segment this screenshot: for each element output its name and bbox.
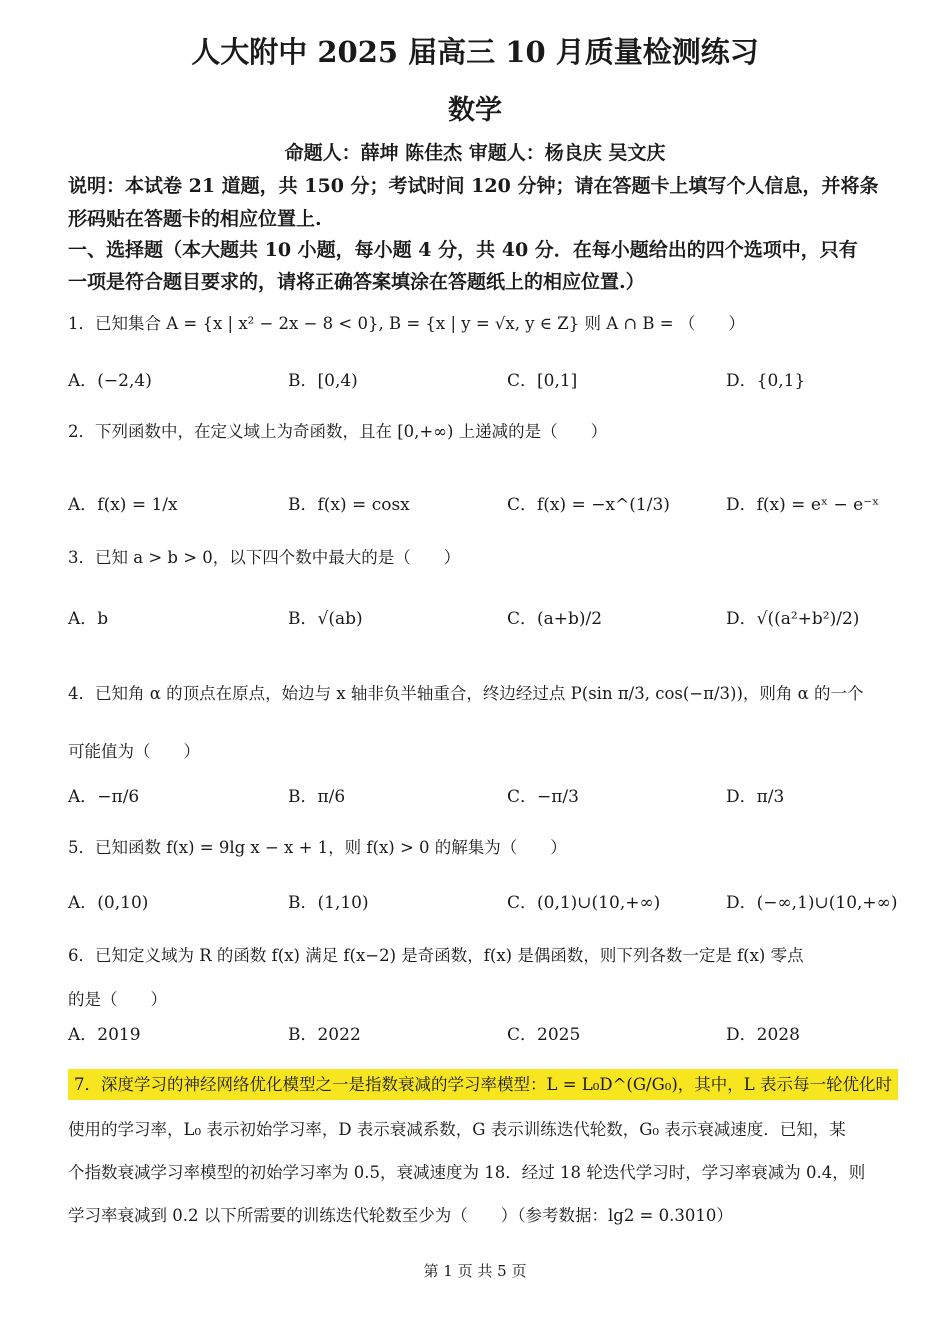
q5-option-d[interactable]: D．(−∞,1)∪(10,+∞) — [726, 893, 898, 913]
question-6-stem: 6．已知定义域为 R 的函数 f(x) 满足 f(x−2) 是奇函数，f(x) 是偶函数，则下列各数一定是 f(x) 零点 — [68, 946, 804, 965]
section1-line-1: 一、选择题（本大题共 10 小题，每小题 4 分，共 40 分．在每小题给出的四个选项中，只有 — [68, 239, 858, 261]
question-7-stem-line-4: 学习率衰减到 0.2 以下所需要的训练迭代轮数至少为（ ）（参考数据：lg2 = 0.3010） — [68, 1206, 733, 1225]
question-4-stem-cont: 可能值为（ ） — [68, 742, 200, 761]
exam-title: 人大附中 2025 届高三 10 月质量检测练习 — [191, 35, 759, 69]
instructions-line-2: 形码贴在答题卡的相应位置上. — [68, 208, 322, 230]
question-7-stem — [68, 1071, 898, 1095]
q3-option-d[interactable]: D．√((a²+b²)/2) — [726, 609, 860, 629]
question-6-stem-cont: 的是（ ） — [68, 990, 167, 1009]
q3-option-b[interactable]: B．√(ab) — [288, 609, 363, 629]
highlighted-formula: 7．深度学习的神经网络优化模型之一是指数衰减的学习率模型：L = L₀D^(G/G₀)，其中，L 表示每一轮优化时 — [68, 1069, 898, 1100]
question-5-stem: 5．已知函数 f(x) = 9lg x − x + 1，则 f(x) > 0 的解集为（ ） — [68, 838, 567, 857]
authors-line: 命题人：薛坤 陈佳杰 审题人：杨良庆 吴文庆 — [284, 142, 666, 164]
q5-option-a[interactable]: A．(0,10) — [68, 893, 149, 913]
q6-option-a[interactable]: A．2019 — [68, 1025, 141, 1045]
q6-option-b[interactable]: B．2022 — [288, 1025, 361, 1045]
instructions-line-1: 说明：本试卷 21 道题，共 150 分；考试时间 120 分钟；请在答题卡上填写个人信息，并将条 — [68, 175, 879, 197]
question-7-stem-line-3: 个指数衰减学习率模型的初始学习率为 0.5，衰减速度为 18．经过 18 轮迭代学习时，学习率衰减为 0.4，则 — [68, 1163, 866, 1182]
q4-option-d[interactable]: D．π/3 — [726, 787, 785, 807]
q3-option-c[interactable]: C．(a+b)/2 — [507, 609, 603, 629]
q4-option-c[interactable]: C．−π/3 — [507, 787, 579, 807]
q2-option-d[interactable]: D．f(x) = eˣ − e⁻ˣ — [726, 495, 880, 515]
question-7-stem-line-2: 使用的学习率，L₀ 表示初始学习率，D 表示衰减系数，G 表示训练迭代轮数，G₀ 表示衰减速度．已知，某 — [68, 1120, 846, 1139]
question-1-stem: 1．已知集合 A = {x | x² − 2x − 8 < 0}, B = {x | y = √x, y ∈ Z} 则 A ∩ B = （ ） — [68, 314, 745, 333]
q1-option-b[interactable]: B．[0,4) — [288, 371, 358, 391]
q1-option-d[interactable]: D．{0,1} — [726, 371, 806, 391]
question-2-stem: 2．下列函数中，在定义域上为奇函数，且在 [0,+∞) 上递减的是（ ） — [68, 422, 608, 441]
q6-option-c[interactable]: C．2025 — [507, 1025, 581, 1045]
section1-line-2: 一项是符合题目要求的，请将正确答案填涂在答题纸上的相应位置.） — [68, 271, 645, 293]
q6-option-d[interactable]: D．2028 — [726, 1025, 800, 1045]
q2-option-a[interactable]: A．f(x) = 1/x — [68, 495, 178, 515]
q3-option-a[interactable]: A．b — [68, 609, 109, 629]
q4-option-b[interactable]: B．π/6 — [288, 787, 346, 807]
q2-option-c[interactable]: C．f(x) = −x^(1/3) — [507, 495, 670, 515]
subject-title: 数学 — [448, 95, 502, 126]
q2-option-b[interactable]: B．f(x) = cosx — [288, 495, 410, 515]
question-4-stem: 4．已知角 α 的顶点在原点，始边与 x 轴非负半轴重合，终边经过点 P(sin π/3, cos(−π/3))，则角 α 的一个 — [68, 684, 864, 703]
q1-option-c[interactable]: C．[0,1] — [507, 371, 578, 391]
question-3-stem: 3．已知 a > b > 0，以下四个数中最大的是（ ） — [68, 548, 461, 567]
q5-option-b[interactable]: B．(1,10) — [288, 893, 369, 913]
q5-option-c[interactable]: C．(0,1)∪(10,+∞) — [507, 893, 661, 913]
page-footer: 第 1 页 共 5 页 — [423, 1262, 527, 1280]
q1-option-a[interactable]: A．(−2,4) — [68, 371, 152, 391]
q4-option-a[interactable]: A．−π/6 — [68, 787, 140, 807]
